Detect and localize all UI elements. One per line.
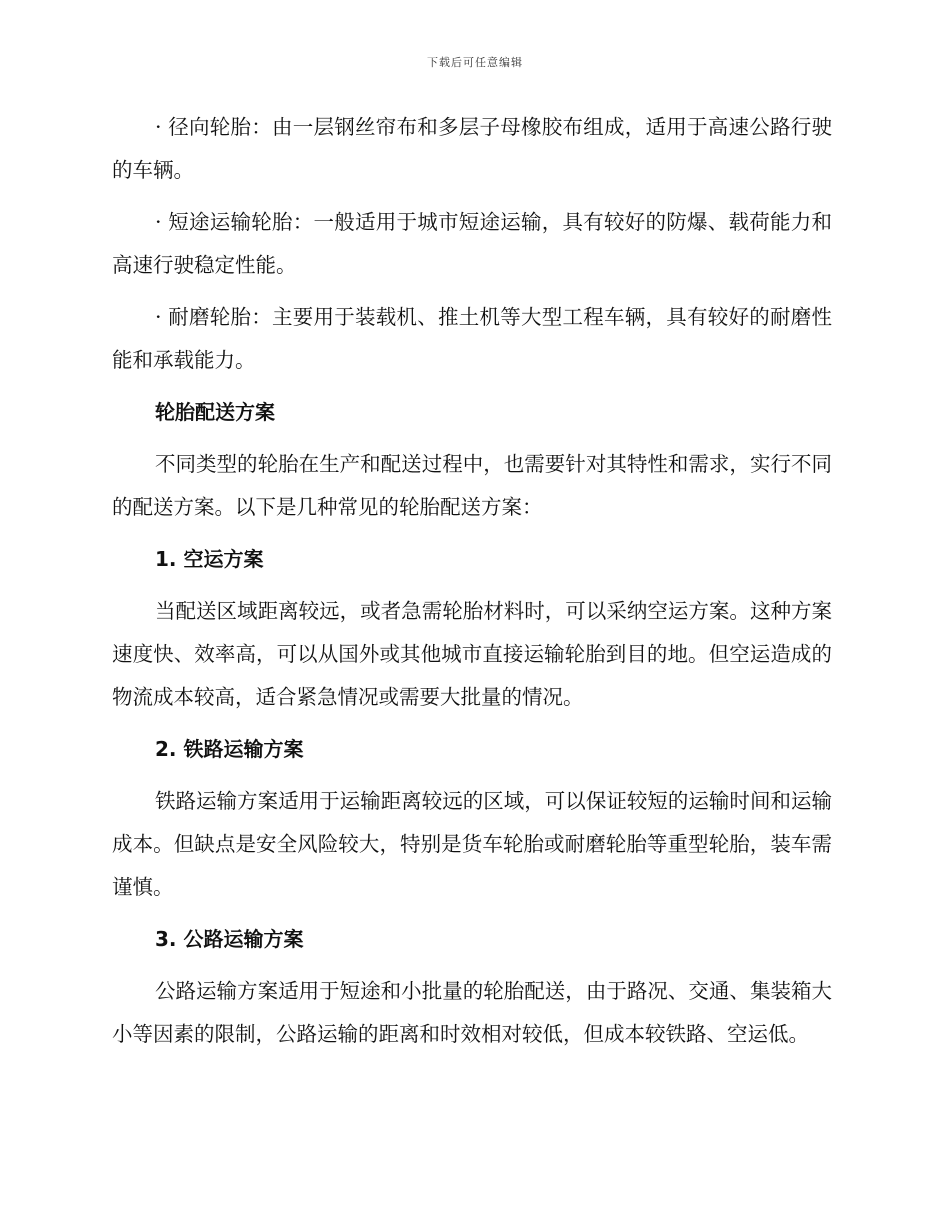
section-intro: 不同类型的轮胎在生产和配送过程中，也需要针对其特性和需求，实行不同的配送方案。以下是几种常见的轮胎配送方案： (112, 452, 832, 519)
document-body (112, 106, 832, 1065)
plan-text-rail: 铁路运输方案适用于运输距离较远的区域，可以保证较短的运输时间和运输成本。但缺点是安全风险较大，特别是货车轮胎或耐磨轮胎等重型轮胎，装车需谨慎。 (112, 789, 832, 899)
plan-text-road: 公路运输方案适用于短途和小批量的轮胎配送，由于路况、交通、集装箱大小等因素的限制，公路运输的距离和时效相对较低，但成本较铁路、空运低。 (112, 979, 832, 1046)
bullet-radial-tire: · 径向轮胎：由一层钢丝帘布和多层子母橡胶布组成，适用于高速公路行驶的车辆。 (112, 115, 832, 182)
bullet-wear-resistant-tire: · 耐磨轮胎：主要用于装载机、推土机等大型工程车辆，具有较好的耐磨性能和承载能力。 (112, 305, 832, 372)
plan-title-road: 3. 公路运输方案 (155, 927, 304, 951)
bullet-short-haul-tire: · 短途运输轮胎：一般适用于城市短途运输，具有较好的防爆、载荷能力和高速行驶稳定性能。 (112, 210, 832, 277)
section-title: 轮胎配送方案 (155, 400, 275, 424)
plan-text-air: 当配送区域距离较远，或者急需轮胎材料时，可以采纳空运方案。这种方案速度快、效率高，可以从国外或其他城市直接运输轮胎到目的地。但空运造成的物流成本较高，适合紧急情况或需要大批量的情况。 (112, 599, 832, 709)
plan-title-rail: 2. 铁路运输方案 (155, 737, 304, 761)
plan-title-air: 1. 空运方案 (155, 547, 264, 571)
page-header: 下载后可任意编辑 (427, 56, 523, 69)
